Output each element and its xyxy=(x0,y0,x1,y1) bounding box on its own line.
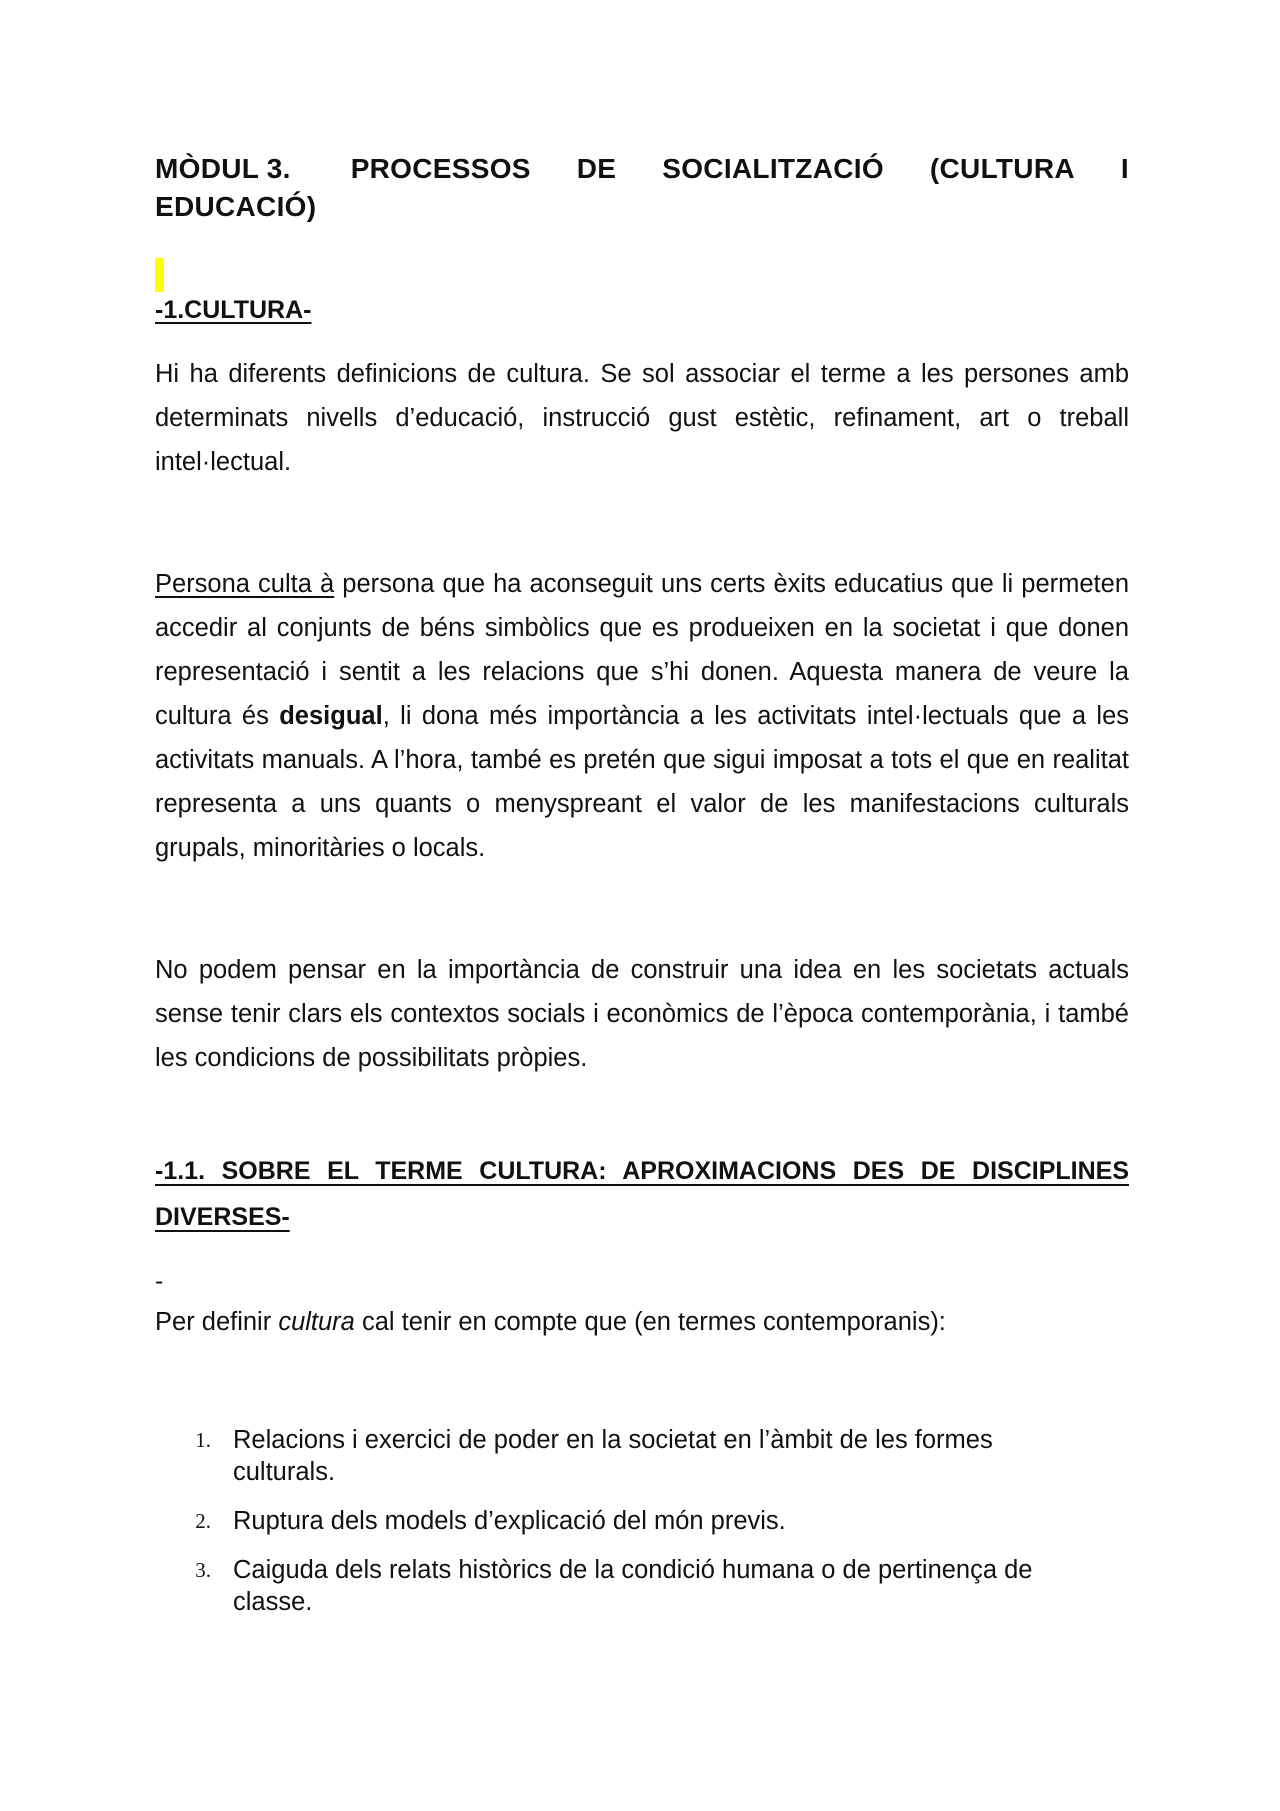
title-word: DE xyxy=(576,153,617,184)
list-number: 3. xyxy=(195,1558,211,1582)
list-item xyxy=(155,1424,1129,1488)
term-persona-culta: Persona culta à xyxy=(155,570,335,598)
list-text: Ruptura dels models d’explicació del món previs. xyxy=(233,1507,786,1535)
intro-italic: cultura xyxy=(278,1308,355,1336)
term-desigual: desigual xyxy=(279,702,383,730)
highlight-marker xyxy=(155,258,164,292)
dash-line: - xyxy=(155,1267,164,1295)
title-row xyxy=(155,150,1129,188)
document-page xyxy=(155,150,1129,1635)
list-text: Caiguda dels relats històrics de la condició humana o de pertinença de classe. xyxy=(233,1556,1033,1616)
list-number: 2. xyxy=(195,1509,211,1533)
intro-before: Per definir xyxy=(155,1308,279,1336)
numbered-list xyxy=(155,1424,1129,1618)
section-heading-cultura: -1.CULTURA- xyxy=(155,296,312,324)
title-continuation: EDUCACIÓ) xyxy=(155,191,317,222)
list-item xyxy=(155,1505,1129,1537)
title-word: I xyxy=(1120,153,1129,184)
intro-after: cal tenir en compte que (en termes contemporanis): xyxy=(354,1308,946,1336)
paragraph-definitions: Hi ha diferents definicions de cultura. Se sol associar el terme a les persones amb determinats nivells d’educació, instrucció gust estètic, refinament, art o treball intel·lectual. xyxy=(155,360,1129,476)
document-title xyxy=(155,150,1129,226)
paragraph-text-a: persona que ha aconseguit uns certs èxits educatius que li permeten accedir al conjunts de béns simbòlics que es produeixen en la societat i que donen representació i sentit a les relacions que s’hi donen. Aquesta manera de veure la cultura és xyxy=(155,570,1129,730)
list-number: 1. xyxy=(195,1428,211,1452)
title-word: PROCESSOS xyxy=(350,153,531,184)
paragraph-persona-culta xyxy=(155,562,1129,870)
paragraph-context: No podem pensar en la importància de construir una idea en les societats actuals sense tenir clars els contextos socials i econòmics de l’època contemporània, i també les condicions de possibilitats pròpies. xyxy=(155,956,1129,1072)
list-text: Relacions i exercici de poder en la societat en l’àmbit de les formes culturals. xyxy=(233,1426,993,1486)
paragraph-intro xyxy=(155,1300,1129,1344)
title-subject xyxy=(351,150,1129,188)
section-heading-terme-cultura xyxy=(155,1148,1129,1240)
title-word: SOCIALITZACIÓ xyxy=(662,153,884,184)
list-item xyxy=(155,1554,1129,1618)
section-heading-text: -1.1. SOBRE EL TERME CULTURA: APROXIMACIONS DES DE DISCIPLINES DIVERSES- xyxy=(155,1157,1129,1231)
title-module: MÒDUL 3. xyxy=(155,153,291,184)
paragraph-text-b: , li dona més importància a les activitats intel·lectuals que a les activitats manuals. A l’hora, també es pretén que sigui imposat a tots el que en realitat representa a uns quants o menyspreant el valor de les manifestacions culturals grupals, minoritàries o locals. xyxy=(155,702,1130,862)
title-word: (CULTURA xyxy=(929,153,1075,184)
